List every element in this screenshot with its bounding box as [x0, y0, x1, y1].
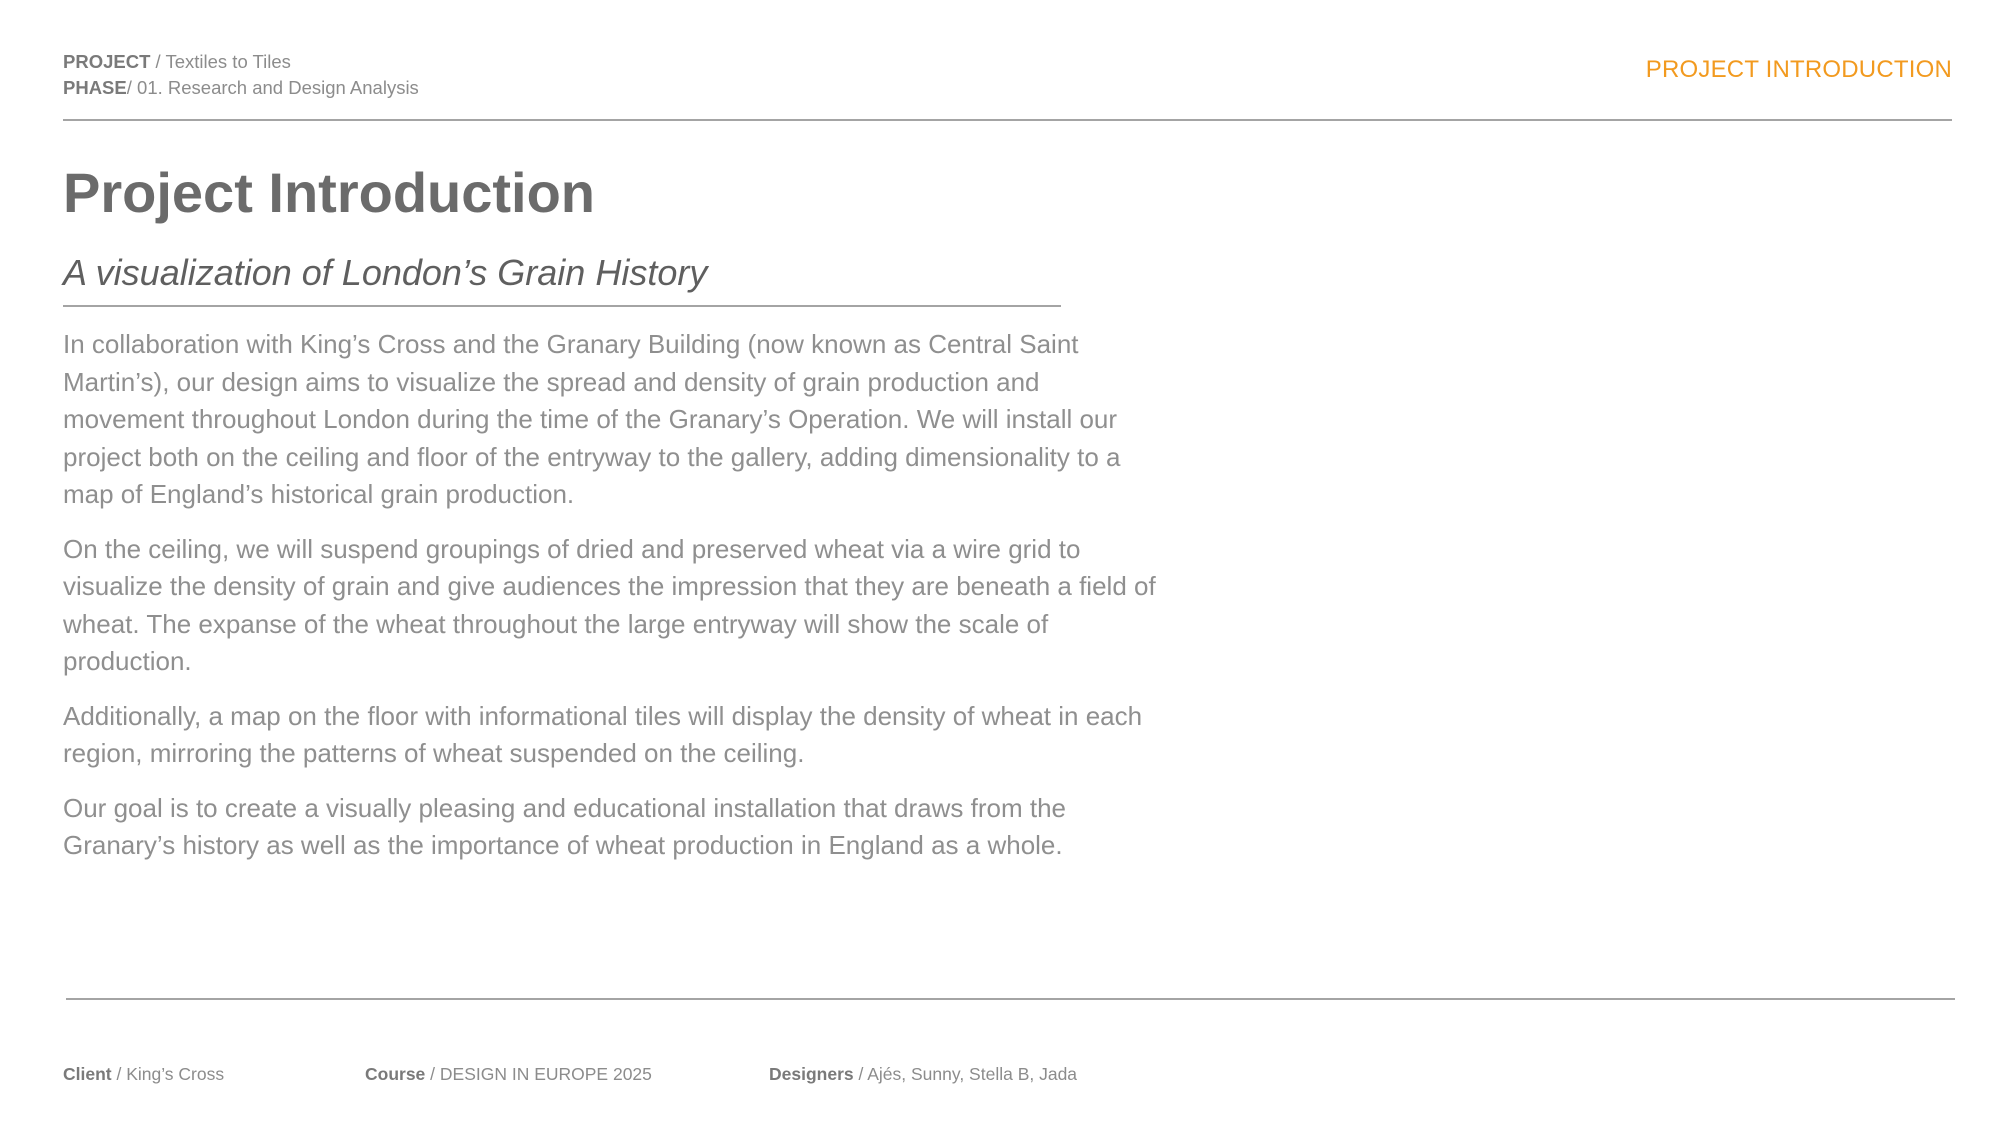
- project-name: Textiles to Tiles: [165, 51, 291, 72]
- footer-divider: [66, 998, 1955, 1000]
- page-subtitle: A visualization of London’s Grain History: [63, 252, 708, 293]
- project-separator: /: [150, 51, 166, 72]
- project-row: [63, 49, 419, 75]
- paragraph-floor-map: Additionally, a map on the floor with informational tiles will display the density of wheat in each region, mirroring the patterns of wheat suspended on the ceiling.: [63, 700, 1143, 768]
- paragraph-intro: In collaboration with King’s Cross and the Granary Building (now known as Central Saint Martin’s), our design aims to visualize the spread and density of grain production and movement throughout London during the time of the Granary’s Operation. We will install our project both on the ceiling and floor of the entryway to the gallery, adding dimensionality to a map of England’s historical grain production.: [63, 329, 1121, 509]
- footer-designers: [769, 1064, 1077, 1085]
- phase-name: 01. Research and Design Analysis: [137, 77, 419, 98]
- client-value: / King’s Cross: [111, 1064, 225, 1084]
- phase-label: PHASE: [63, 77, 127, 98]
- subtitle-divider: [63, 305, 1061, 307]
- footer-course: [365, 1064, 652, 1085]
- page-title: Project Introduction: [63, 161, 595, 224]
- project-meta: [63, 49, 419, 101]
- phase-row: [63, 75, 419, 101]
- designers-value: / Ajés, Sunny, Stella B, Jada: [853, 1064, 1078, 1084]
- phase-separator: /: [126, 77, 138, 98]
- footer-client: [63, 1064, 224, 1085]
- section-label: PROJECT INTRODUCTION: [1645, 56, 1952, 83]
- designers-label: Designers: [769, 1064, 854, 1084]
- course-value: / DESIGN IN EUROPE 2025: [425, 1064, 652, 1084]
- body-copy: [63, 326, 1163, 882]
- paragraph-goal: Our goal is to create a visually pleasing and educational installation that draws from the Granary’s history as well as the importance of wheat production in England as a whole.: [63, 792, 1067, 860]
- header-divider: [63, 119, 1952, 121]
- course-label: Course: [365, 1064, 426, 1084]
- client-label: Client: [63, 1064, 112, 1084]
- project-label: PROJECT: [63, 51, 151, 72]
- paragraph-ceiling: On the ceiling, we will suspend groupings of dried and preserved wheat via a wire grid to visualize the density of grain and give audiences the impression that they are beneath a field of wheat. The expanse of the wheat throughout the large entryway will show the scale of production.: [63, 533, 1156, 676]
